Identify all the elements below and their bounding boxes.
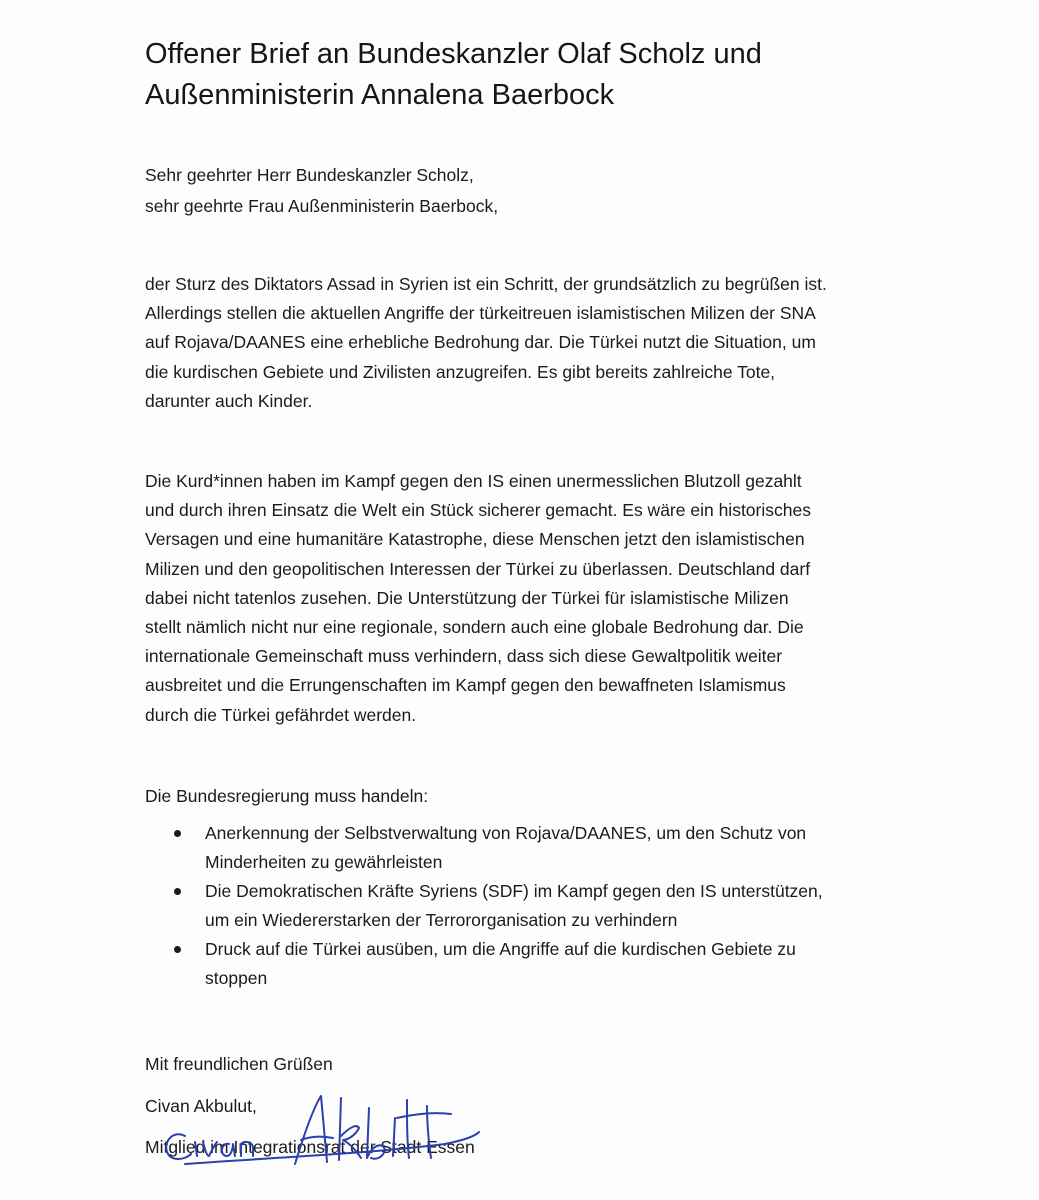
- paragraph-2-line: durch die Türkei gefährdet werden.: [145, 704, 417, 725]
- list-item-line: Druck auf die Türkei ausüben, um die Angriffe auf die kurdischen Gebiete zu: [205, 939, 796, 959]
- list-item: [145, 877, 935, 935]
- paragraph-1-line: der Sturz des Diktators Assad in Syrien ist ein Schritt, der grundsätzlich zu begrüßen ist.: [145, 274, 827, 294]
- paragraph-2-line: ausbreitet und die Errungenschaften im Kampf gegen den bewaffneten Islamismus: [145, 675, 786, 696]
- paragraph-1-line: auf Rojava/DAANES eine erhebliche Bedrohung dar. Die Türkei nutzt die Situation, um: [145, 332, 816, 353]
- demands-intro: Die Bundesregierung muss handeln:: [145, 786, 429, 806]
- bullet-icon: [174, 888, 181, 895]
- demands-list: [145, 819, 935, 993]
- signer-role: Mitglied im Integrationsrat der Stadt Essen: [145, 1137, 475, 1157]
- bullet-icon: [174, 946, 181, 953]
- paragraph-1-line: darunter auch Kinder.: [145, 390, 313, 411]
- paragraph-2-line: und durch ihren Einsatz die Welt ein Stück sicherer gemacht. Es wäre ein historisches: [145, 500, 811, 521]
- title-line-1: Offener Brief an Bundeskanzler Olaf Scholz und: [145, 38, 762, 70]
- list-item-line: Die Demokratischen Kräfte Syriens (SDF) im Kampf gegen den IS unterstützen,: [205, 881, 823, 901]
- paragraph-2-line: internationale Gemeinschaft muss verhindern, dass sich diese Gewaltpolitik weiter: [145, 646, 783, 667]
- bullet-icon: [174, 830, 181, 837]
- list-item-line: Anerkennung der Selbstverwaltung von Rojava/DAANES, um den Schutz von: [205, 823, 807, 843]
- list-item-line: um ein Wiedererstarken der Terrororganisation zu verhindern: [205, 910, 678, 930]
- salutation-line-1: Sehr geehrter Herr Bundeskanzler Scholz,: [145, 165, 474, 185]
- closing-greeting: Mit freundlichen Grüßen: [145, 1054, 333, 1074]
- list-item: [145, 819, 935, 877]
- paragraph-2-line: Die Kurd*innen haben im Kampf gegen den IS einen unermesslichen Blutzoll gezahlt: [145, 471, 802, 491]
- paragraph-2-line: stellt nämlich nicht nur eine regionale, sondern auch eine globale Bedrohung dar. Die: [145, 617, 804, 638]
- paragraph-2: [145, 467, 935, 730]
- list-item-line: Minderheiten zu gewährleisten: [205, 852, 443, 872]
- paragraph-2-line: Versagen und eine humanitäre Katastrophe, diese Menschen jetzt den islamistischen: [145, 529, 805, 550]
- paragraph-1-line: Allerdings stellen die aktuellen Angriffe der türkeitreuen islamistischen Milizen der SNA: [145, 303, 816, 324]
- letter-title: [145, 34, 1005, 116]
- title-line-2: Außenministerin Annalena Baerbock: [145, 79, 615, 111]
- list-item: [145, 935, 935, 993]
- list-item-line: stoppen: [205, 968, 268, 988]
- paragraph-1-line: die kurdischen Gebiete und Zivilisten anzugreifen. Es gibt bereits zahlreiche Tote,: [145, 361, 776, 382]
- signer-name: Civan Akbulut,: [145, 1096, 257, 1116]
- paragraph-1: [145, 270, 935, 416]
- paragraph-2-line: Milizen und den geopolitischen Interessen der Türkei zu überlassen. Deutschland darf: [145, 558, 811, 579]
- paragraph-2-line: dabei nicht tatenlos zusehen. Die Unterstützung der Türkei für islamistische Milizen: [145, 587, 789, 608]
- salutation-line-2: sehr geehrte Frau Außenministerin Baerbock,: [145, 196, 499, 216]
- salutation: [145, 160, 498, 222]
